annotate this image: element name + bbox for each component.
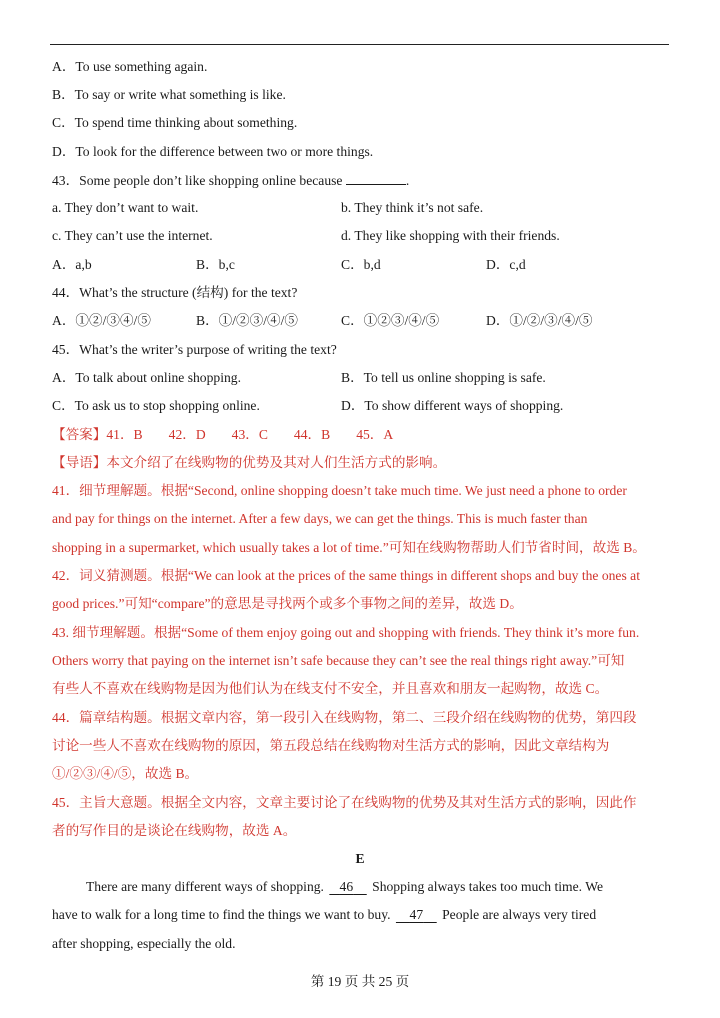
q43-statement-c: c. They can’t use the internet. [52,228,213,243]
q43-statement-d: d. They like shopping with their friends. [341,228,560,243]
q44-option-a: A．①②/③④/⑤ [52,313,151,328]
q43-stem [52,171,409,190]
answer-42: 42．D [168,427,206,442]
passage-line-2-a: have to walk for a long time to find the things we want to buy. [52,907,391,922]
blank-47-number: 47 [409,907,424,922]
explanation-41-line-2: and pay for things on the internet. After a few days, we can get the things. This is much faster than [52,511,588,526]
explanation-43-line-2: Others worry that paying on the internet isn’t safe because they can’t see the real things right away.”可知 [52,653,625,668]
q43-option-c: C．b,d [341,257,381,272]
explanation-42-line-2: good prices.”可知“compare”的意思是寻找两个或多个事物之间的差异，故选 D。 [52,596,523,611]
blank-47 [394,906,439,924]
q42-option-d: D．To look for the difference between two or more things. [52,144,374,159]
page-footer: 第 19 页 共 25 页 [310,974,410,989]
answer-43: 43．C [231,427,268,442]
answer-44: 44．B [293,427,331,442]
header-rule [50,44,669,45]
q44-option-c: C．①②③/④/⑤ [341,313,440,328]
q45-option-c: C．To ask us to stop shopping online. [52,398,260,413]
guide-label: 【导语】 [52,455,107,470]
q43-option-b: B．b,c [196,257,235,272]
q43-statement-a: a. They don’t want to wait. [52,200,199,215]
passage-line-1 [86,878,603,896]
passage-line-2 [52,906,596,924]
passage-line-1-a: There are many different ways of shopping. [86,879,324,894]
q43-statement-b: b. They think it’s not safe. [341,200,484,215]
explanation-44-line-2: 讨论一些人不喜欢在线购物的原因，第五段总结在线购物对生活方式的影响，因此文章结构为 [52,738,610,753]
q45-option-b: B．To tell us online shopping is safe. [341,370,546,385]
q44-stem: 44．What’s the structure (结构) for the text? [52,285,298,300]
q42-option-a: A．To use something again. [52,59,208,74]
passage-heading: E [355,851,365,866]
explanation-43-line-1: 43. 细节理解题。根据“Some of them enjoy going out and shopping with friends. They think it’s more fun. [52,625,640,640]
passage-line-3: after shopping, especially the old. [52,936,236,951]
explanation-42-line-1: 42．词义猜测题。根据“We can look at the prices of the same things in different shops and buy the ones at [52,568,640,583]
blank-46-number: 46 [339,879,354,894]
explanation-44-line-3: ①/②③/④/⑤，故选 B。 [52,766,199,781]
q45-option-d: D．To show different ways of shopping. [341,398,564,413]
q44-option-b: B．①/②③/④/⑤ [196,313,298,328]
q43-option-a: A．a,b [52,257,92,272]
q43-option-d: D．c,d [486,257,526,272]
explanation-41-line-1: 41．细节理解题。根据“Second, online shopping doesn’t take much time. We just need a phone to order [52,483,627,498]
answer-line [52,426,393,444]
answer-label: 【答案】 [52,427,107,442]
blank-46 [327,878,368,896]
q43-blank [346,171,406,185]
q45-option-a: A．To talk about online shopping. [52,370,241,385]
guide-text: 本文介绍了在线购物的优势及其对人们生活方式的影响。 [106,455,447,470]
q45-stem: 45．What’s the writer’s purpose of writing the text? [52,342,337,357]
explanation-45-line-1: 45．主旨大意题。根据全文内容，文章主要讨论了在线购物的优势及其对生活方式的影响，因此作 [52,795,637,810]
guide-line [52,454,446,472]
passage-line-2-b: People are always very tired [442,907,597,922]
explanation-45-line-2: 者的写作目的是谈论在线购物，故选 A。 [52,823,297,838]
q42-option-c: C．To spend time thinking about something. [52,115,298,130]
answer-41: 41．B [106,427,143,442]
passage-line-1-b: Shopping always takes too much time. We [372,879,603,894]
q43-stem-text: 43．Some people don’t like shopping online because [52,173,343,188]
explanation-43-line-3: 有些人不喜欢在线购物是因为他们认为在线支付不安全，并且喜欢和朋友一起购物，故选 C。 [52,681,609,696]
q44-option-d: D．①/②/③/④/⑤ [486,313,593,328]
explanation-44-line-1: 44．篇章结构题。根据文章内容，第一段引入在线购物，第二、三段介绍在线购物的优势，第四段 [52,710,637,725]
q42-option-b: B．To say or write what something is like. [52,87,286,102]
q43-stem-end: . [405,173,410,188]
explanation-41-line-3: shopping in a supermarket, which usually takes a lot of time.”可知在线购物帮助人们节省时间，故选 B。 [52,540,646,555]
answer-45: 45．A [356,427,394,442]
